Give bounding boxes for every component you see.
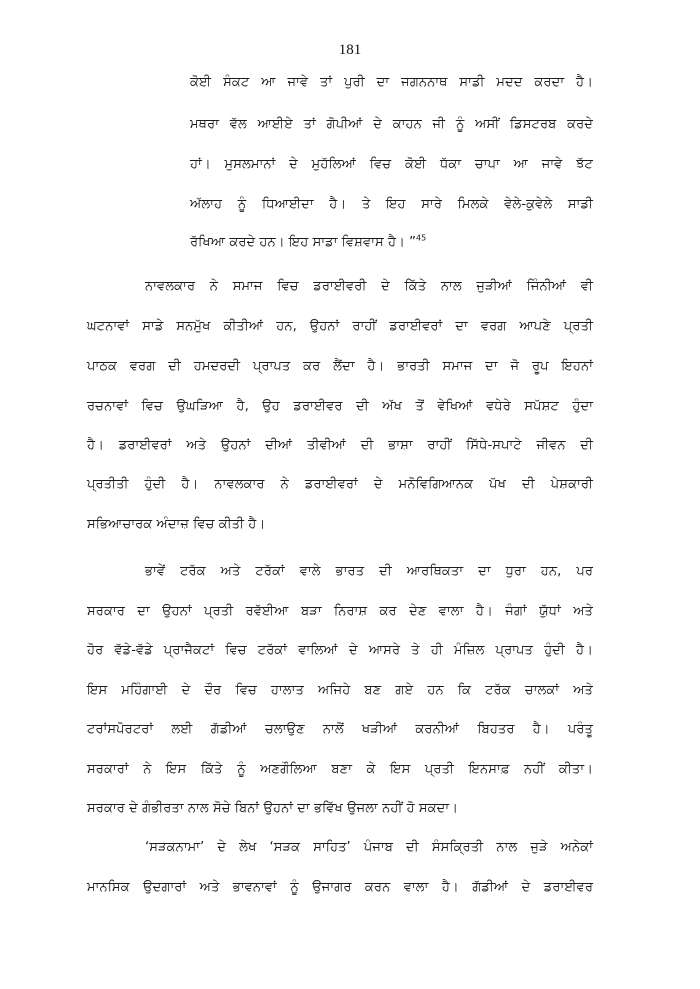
paragraph-line: ‘ਸੜਕਨਾਮਾ’ ਦੇ ਲੇਖ ‘ਸੜਕ ਸਾਹਿਤ’ ਪੰਜਾਬ ਦੀ ਸੰਸਕ੍ਰਿਤੀ ਨਾਲ ਜੁੜੇ ਅਨੇਕਾਂ (145, 840, 593, 855)
paragraph-line: ਪਾਠਕ ਵਰਗ ਦੀ ਹਮਦਰਦੀ ਪ੍ਰਾਪਤ ਕਰ ਲੈਂਦਾ ਹੈ। ਭਾਰਤੀ ਸਮਾਜ ਦਾ ਜੋ ਰੂਪ ਇਹਨਾਂ (87, 359, 593, 374)
paragraph-line: ਘਟਨਾਵਾਂ ਸਾਡੇ ਸਨਮੁੱਖ ਕੀਤੀਆਂ ਹਨ, ਉਹਨਾਂ ਰਾਹੀਂ ਡਰਾਈਵਰਾਂ ਦਾ ਵਰਗ ਆਪਣੇ ਪ੍ਰਤੀ (87, 319, 593, 334)
footnote-reference: 45 (415, 233, 427, 243)
paragraph-line: ਸਰਕਾਰ ਦਾ ਉਹਨਾਂ ਪ੍ਰਤੀ ਰਵੱਈਆ ਬੜਾ ਨਿਰਾਸ਼ ਕਰ ਦੇਣ ਵਾਲਾ ਹੈ। ਜੰਗਾਂ ਯੁੱਧਾਂ ਅਤੇ (87, 604, 593, 619)
paragraph-line: ਰਚਨਾਵਾਂ ਵਿਚ ਉਘੜਿਆ ਹੈ, ਉਹ ਡਰਾਈਵਰ ਦੀ ਅੱਖ ਤੋਂ ਵੇਖਿਆਂ ਵਧੇਰੇ ਸਪੱਸ਼ਟ ਹੁੰਦਾ (87, 399, 593, 414)
paragraph-line: ਭਾਵੇਂ ਟਰੱਕ ਅਤੇ ਟਰੱਕਾਂ ਵਾਲੇ ਭਾਰਤ ਦੀ ਆਰਥਿਕਤਾ ਦਾ ਧੁਰਾ ਹਨ, ਪਰ (145, 564, 593, 579)
page-number: 181 (338, 42, 362, 58)
quote-line: ਅੱਲਾਹ ਨੂੰ ਧਿਆਈਦਾ ਹੈ। ਤੇ ਇਹ ਸਾਰੇ ਮਿਲਕੇ ਵੇਲੇ-ਕੁਵੇਲੇ ਸਾਡੀ (190, 197, 593, 212)
paragraph-line: ਸਰਕਾਰ ਦੇ ਗੰਭੀਰਤਾ ਨਾਲ ਸੋਚੇ ਬਿਨਾਂ ਉਹਨਾਂ ਦਾ ਭਵਿੱਖ ਉਜਲਾ ਨਹੀਂ ਹੋ ਸਕਦਾ। (87, 801, 459, 816)
paragraph-line: ਹੈ। ਡਰਾਈਵਰਾਂ ਅਤੇ ਉਹਨਾਂ ਦੀਆਂ ਤੀਵੀਆਂ ਦੀ ਭਾਸ਼ਾ ਰਾਹੀਂ ਸਿੱਧੇ-ਸਪਾਟੇ ਜੀਵਨ ਦੀ (87, 438, 593, 453)
paragraph-line: ਨਾਵਲਕਾਰ ਨੇ ਸਮਾਜ ਵਿਚ ਡਰਾਈਵਰੀ ਦੇ ਕਿੱਤੇ ਨਾਲ ਜੁੜੀਆਂ ਜਿੰਨੀਆਂ ਵੀ (145, 279, 593, 294)
quote-line: ਹਾਂ। ਮੁਸਲਮਾਨਾਂ ਦੇ ਮੁਹੱਲਿਆਂ ਵਿਚ ਕੋਈ ਧੱਕਾ ਚਾਪਾ ਆ ਜਾਵੇ ਝੱਟ (190, 157, 593, 172)
quote-line-last (190, 234, 426, 252)
paragraph-line: ਹੋਰ ਵੱਡੇ-ਵੱਡੇ ਪ੍ਰਾਜੈਕਟਾਂ ਵਿਚ ਟਰੱਕਾਂ ਵਾਲਿਆਂ ਦੇ ਆਸਰੇ ਤੇ ਹੀ ਮੰਜ਼ਿਲ ਪ੍ਰਾਪਤ ਹੁੰਦੀ ਹੈ। (87, 643, 593, 658)
quote-line: ਮਥਰਾ ਵੱਲ ਆਈਏ ਤਾਂ ਗੋਪੀਆਂ ਦੇ ਕਾਹਨ ਜੀ ਨੂੰ ਅਸੀਂ ਡਿਸਟਰਬ ਕਰਦੇ (190, 117, 593, 132)
quote-line: ਕੋਈ ਸੰਕਟ ਆ ਜਾਵੇ ਤਾਂ ਪੁਰੀ ਦਾ ਜਗਨਨਾਥ ਸਾਡੀ ਮਦਦ ਕਰਦਾ ਹੈ। (190, 75, 593, 90)
paragraph-line: ਇਸ ਮਹਿੰਗਾਈ ਦੇ ਦੌਰ ਵਿਚ ਹਾਲਾਤ ਅਜਿਹੇ ਬਣ ਗਏ ਹਨ ਕਿ ਟਰੱਕ ਚਾਲਕਾਂ ਅਤੇ (87, 683, 593, 698)
paragraph-line: ਪ੍ਰਤੀਤੀ ਹੁੰਦੀ ਹੈ। ਨਾਵਲਕਾਰ ਨੇ ਡਰਾਈਵਰਾਂ ਦੇ ਮਨੋਵਿਗਿਆਨਕ ਪੱਖ ਦੀ ਪੇਸ਼ਕਾਰੀ (87, 477, 593, 492)
paragraph-line: ਮਾਨਸਿਕ ਉਦਗਾਰਾਂ ਅਤੇ ਭਾਵਨਾਵਾਂ ਨੂੰ ਉਜਾਗਰ ਕਰਨ ਵਾਲਾ ਹੈ। ਗੱਡੀਆਂ ਦੇ ਡਰਾਈਵਰ (87, 880, 593, 895)
paragraph-line: ਸਭਿਆਚਾਰਕ ਅੰਦਾਜ਼ ਵਿਚ ਕੀਤੀ ਹੈ। (87, 517, 266, 532)
paragraph-line: ਟਰਾਂਸਪੋਰਟਰਾਂ ਲਈ ਗੱਡੀਆਂ ਚਲਾਉਣ ਨਾਲੋਂ ਖੜੀਆਂ ਕਰਨੀਆਂ ਬਿਹਤਰ ਹੈ। ਪਰੰਤੂ (87, 722, 593, 737)
quote-text: ਰੱਖਿਆ ਕਰਦੇ ਹਨ। ਇਹ ਸਾਡਾ ਵਿਸ਼ਵਾਸ ਹੈ। ” (190, 235, 416, 250)
paragraph-line: ਸਰਕਾਰਾਂ ਨੇ ਇਸ ਕਿੱਤੇ ਨੂੰ ਅਣਗੌਲਿਆ ਬਣਾ ਕੇ ਇਸ ਪ੍ਰਤੀ ਇਨਸਾਫ਼ ਨਹੀਂ ਕੀਤਾ। (87, 762, 593, 777)
